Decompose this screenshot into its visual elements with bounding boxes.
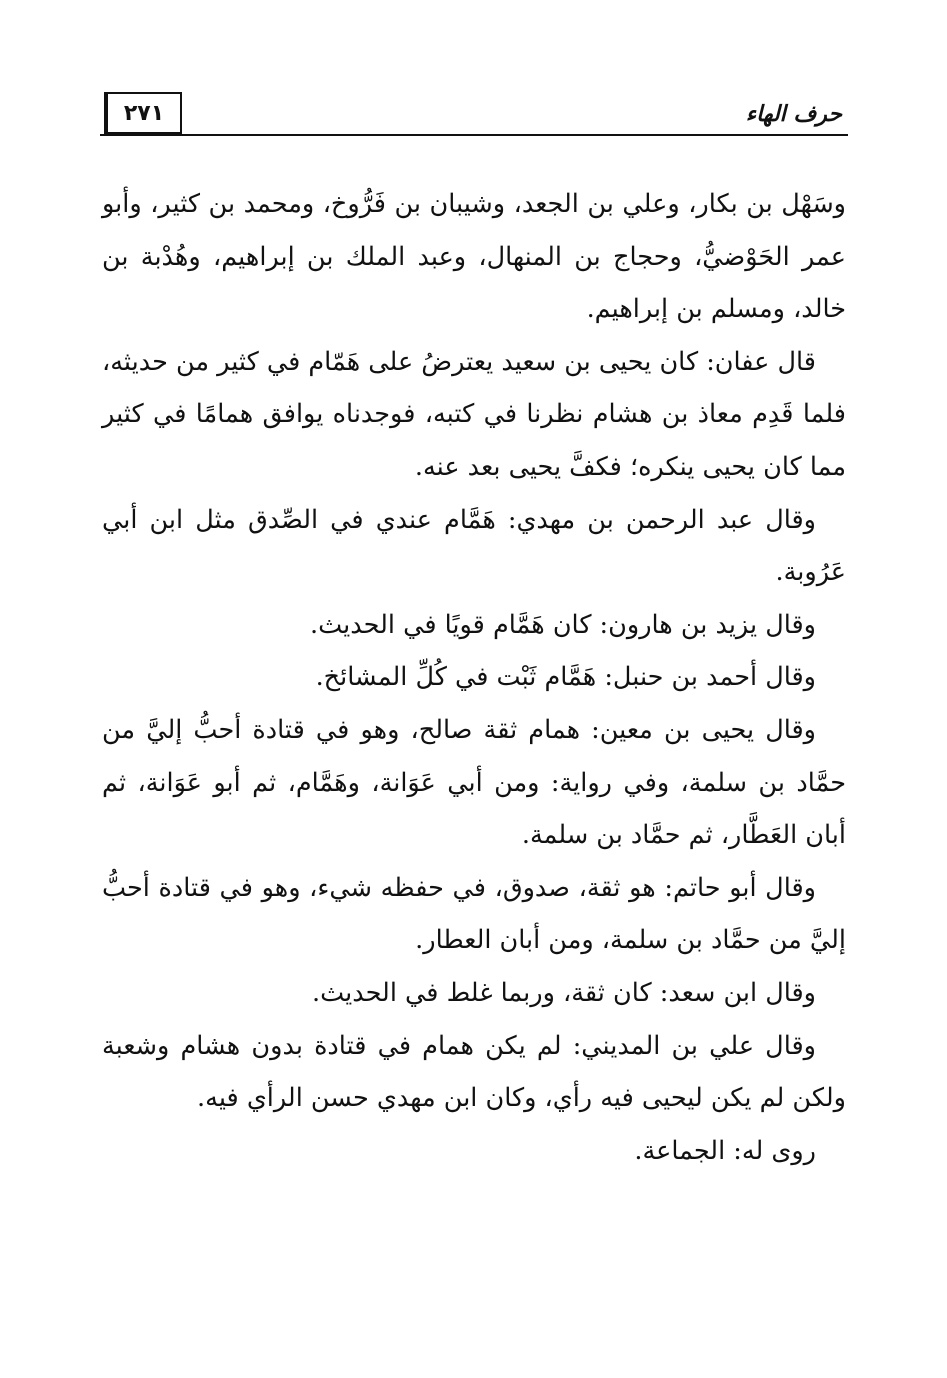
body-text (102, 178, 846, 1177)
paragraph-narrated-by: روى له: الجماعة. (634, 1135, 816, 1166)
page-header (100, 84, 848, 150)
paragraph-ahmad-ibn-hanbal: وقال أحمد بن حنبل: هَمَّام ثَبْت في كُلِّ المشائخ. (315, 662, 816, 693)
paragraph-affan: قال عفان: كان يحيى بن سعيد يعترضُ على هَمّام في كثير من حديثه، فلما قَدِم معاذ بن هشام نظرنا في كتبه، فوجدناه يوافق همامًا في كثير مما كان يحيى ينكره؛ فكفَّ يحيى بعد عنه. (102, 346, 846, 482)
paragraph-students-list: وسَهْل بن بكار، وعلي بن الجعد، وشيبان بن فَرُّوخ، ومحمد بن كثير، وأبو عمر الحَوْضيُّ، وحجاج بن المنهال، وعبد الملك بن إبراهيم، وهُدْبة بن خالد، ومسلم بن إبراهيم. (102, 189, 846, 325)
paragraph-ali-ibn-al-madini: وقال علي بن المديني: لم يكن همام في قتادة بدون هشام وشعبة ولكن لم يكن ليحيى فيه رأي، وكان ابن مهدي حسن الرأي فيه. (102, 1030, 846, 1114)
paragraph-ibn-sad: وقال ابن سعد: كان ثقة، وربما غلط في الحديث. (311, 977, 816, 1008)
header-rule (100, 134, 848, 136)
paragraph-ibn-mahdi: وقال عبد الرحمن بن مهدي: هَمَّام عندي في الصِّدق مثل ابن أبي عَرُوبة. (102, 504, 846, 588)
paragraph-yazid-ibn-harun: وقال يزيد بن هارون: كان هَمَّام قويًا في الحديث. (310, 609, 816, 640)
paragraph-abu-hatim: وقال أبو حاتم: هو ثقة، صدوق، في حفظه شيء، وهو في قتادة أحبُّ إليَّ من حمَّاد بن سلمة، ومن أبان العطار. (102, 872, 846, 956)
paragraph-yahya-ibn-main: وقال يحيى بن معين: همام ثقة صالح، وهو في قتادة أحبُّ إليَّ من حمَّاد بن سلمة، وفي رواية: ومن أبي عَوَانة، وهَمَّام، ثم أبو عَوَانة، ثم أبان العَطَّار، ثم حمَّاد بن سلمة. (102, 714, 846, 851)
page-number: ٢٧١ (104, 92, 182, 136)
running-head: حرف الهاء (745, 102, 842, 127)
